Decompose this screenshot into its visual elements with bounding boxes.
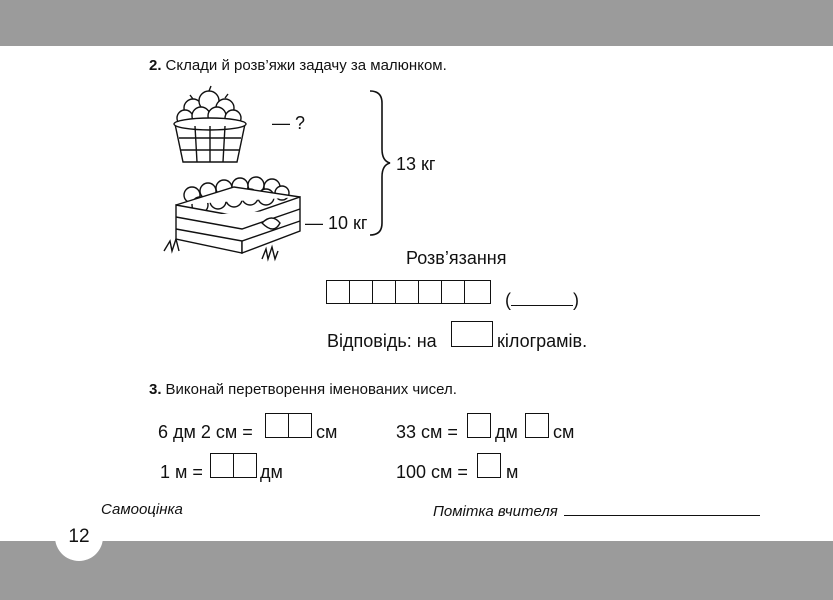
- task2-number: 2.: [149, 57, 162, 74]
- exercise-left: 1 м =: [160, 462, 203, 482]
- solution-cell[interactable]: [326, 280, 350, 304]
- exercise-unit: дм: [260, 462, 283, 482]
- apple-crate-icon: [162, 173, 312, 268]
- exercise-unit: дм: [495, 422, 518, 442]
- curly-brace-icon: [368, 89, 390, 239]
- units-line[interactable]: [511, 291, 573, 306]
- basket-label: — ?: [272, 113, 306, 133]
- answer-suffix: кілограмів.: [497, 331, 588, 351]
- solution-heading: Розв’язання: [406, 248, 507, 268]
- task3-heading: [149, 381, 457, 398]
- solution-cell[interactable]: [418, 280, 442, 304]
- answer-prefix: Відповідь: на: [327, 331, 437, 351]
- answer-cell[interactable]: [525, 413, 549, 438]
- task2-heading: [149, 57, 447, 74]
- answer-cell[interactable]: [288, 413, 312, 438]
- teacher-note-label: Помітка вчителя: [433, 503, 558, 520]
- answer-cell[interactable]: [467, 413, 491, 438]
- answer-cell[interactable]: [477, 453, 501, 478]
- solution-cell[interactable]: [349, 280, 373, 304]
- solution-cell[interactable]: [395, 280, 419, 304]
- apple-basket-icon: [165, 86, 255, 166]
- exercise-left: 33 см =: [396, 422, 458, 442]
- exercise-unit: см: [316, 422, 338, 442]
- task3-title: Виконай перетворення іменованих чисел.: [165, 381, 457, 398]
- exercise-left: 6 дм 2 см =: [158, 422, 253, 442]
- answer-cell[interactable]: [233, 453, 257, 478]
- self-assessment-label: Самооцінка: [101, 501, 183, 518]
- answer-cell[interactable]: [265, 413, 289, 438]
- solution-cell[interactable]: [372, 280, 396, 304]
- answer-cell[interactable]: [210, 453, 234, 478]
- teacher-note-line[interactable]: [564, 501, 760, 516]
- bottom-band: [0, 541, 833, 600]
- solution-cell[interactable]: [441, 280, 465, 304]
- total-label: 13 кг: [396, 154, 436, 174]
- exercise-unit: см: [553, 422, 575, 442]
- task2-title: Склади й розв’яжи задачу за малюнком.: [165, 57, 447, 74]
- exercise-left: 100 см =: [396, 462, 468, 482]
- top-band: [0, 0, 833, 46]
- exercise-unit: м: [506, 462, 519, 482]
- teacher-note: [433, 501, 760, 520]
- crate-label: — 10 кг: [305, 213, 368, 233]
- units-blank: ( ): [505, 290, 579, 310]
- solution-cell[interactable]: [464, 280, 491, 304]
- page-number: 12: [55, 513, 103, 561]
- answer-cell[interactable]: [451, 321, 493, 347]
- task3-number: 3.: [149, 381, 162, 398]
